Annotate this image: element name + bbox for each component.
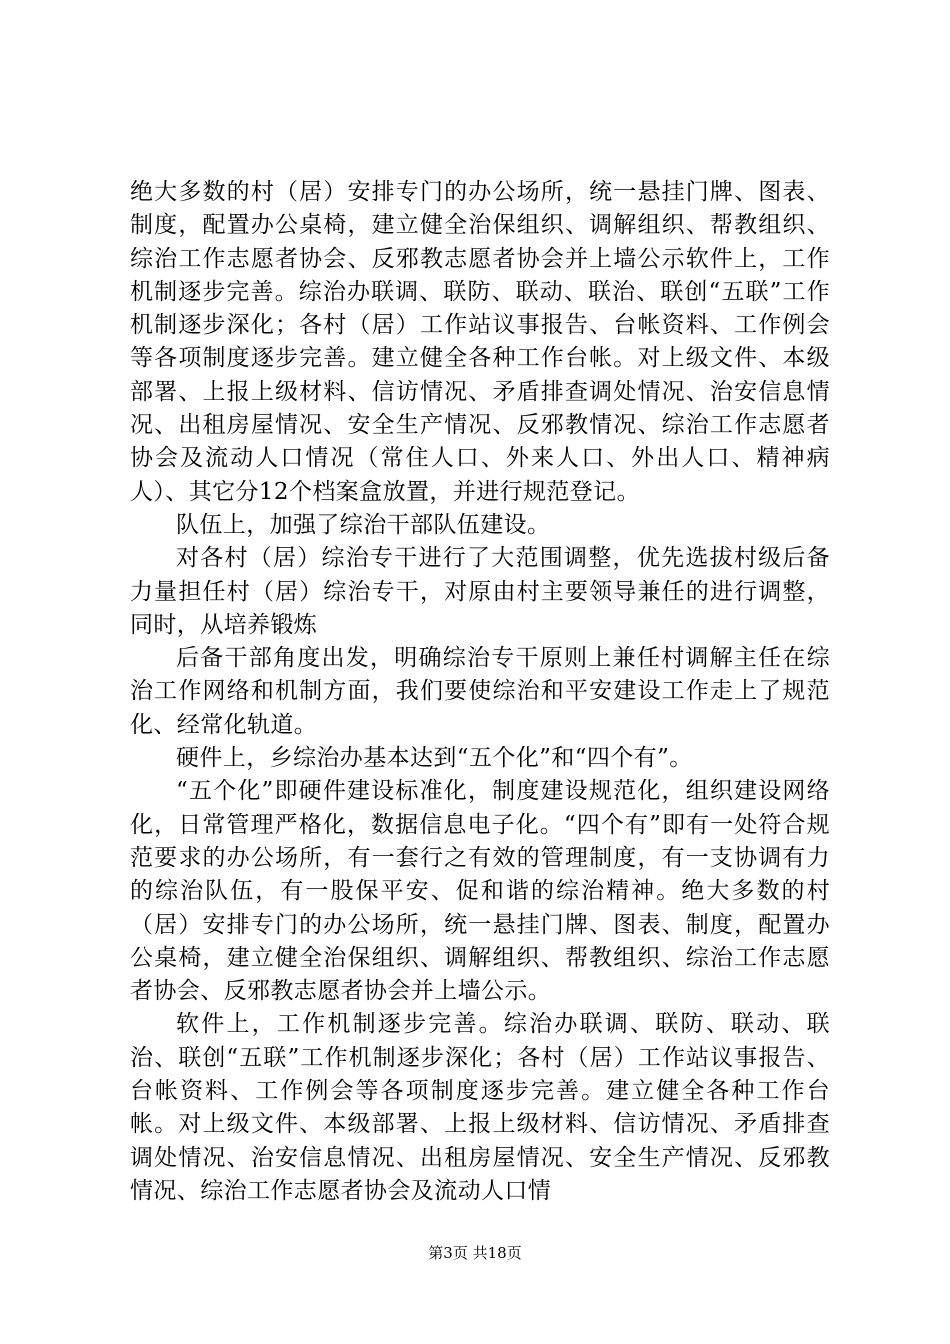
page-number-label: 第3页 共18页 xyxy=(428,1244,522,1262)
paragraph-3: 对各村（居）综治专干进行了大范围调整，优先选拔村级后备力量担任村（居）综治专干，对原由村主要领导兼任的进行调整，同时，从培养锻炼 xyxy=(130,545,830,638)
paragraph-4: 后备干部角度出发，明确综治专干原则上兼任村调解主任在综治工作网络和机制方面，我们要使综治和平安建设工作走上了规范化、经常化轨道。 xyxy=(130,645,830,738)
paragraph-2: 队伍上，加强了综治干部队伍建设。 xyxy=(176,511,551,538)
paragraph-7: 软件上，工作机制逐步完善。综治办联调、联防、联动、联治、联创“五联”工作机制逐步深化；各村（居）工作站议事报告、台帐资料、工作例会等各项制度逐步完善。建立健全各种工作台帐。对上级文件、本级部署、上报上级材料、信访情况、矛盾排查调处情况、治安信息情况、出租房屋情况、安全生产情况、反邪教情况、综治工作志愿者协会及流动人口情 xyxy=(130,1011,830,1204)
page-footer xyxy=(0,1243,950,1263)
paragraph-1: 绝大多数的村（居）安排专门的办公场所，统一悬挂门牌、图表、制度，配置办公桌椅，建立健全治保组织、调解组织、帮教组织、综治工作志愿者协会、反邪教志愿者协会并上墙公示软件上，工作机制逐步完善。综治办联调、联防、联动、联治、联创“五联”工作机制逐步深化；各村（居）工作站议事报告、台帐资料、工作例会等各项制度逐步完善。建立健全各种工作台帐。对上级文件、本级部署、上报上级材料、信访情况、矛盾排查调处情况、治安信息情况、出租房屋情况、安全生产情况、反邪教情况、综治工作志愿者协会及流动人口情况（常住人口、外来人口、外出人口、精神病人）、其它分12个档案盒放置，并进行规范登记。 xyxy=(130,179,830,505)
paragraph-5: 硬件上，乡综治办基本达到“五个化”和“四个有”。 xyxy=(176,745,693,772)
document-body xyxy=(130,176,830,1208)
paragraph-6: “五个化”即硬件建设标准化，制度建设规范化，组织建设网络化，日常管理严格化，数据信息电子化。“四个有”即有一处符合规范要求的办公场所，有一套行之有效的管理制度，有一支协调有力的综治队伍，有一股保平安、促和谐的综治精神。绝大多数的村（居）安排专门的办公场所，统一悬挂门牌、图表、制度，配置办公桌椅，建立健全治保组织、调解组织、帮教组织、综治工作志愿者协会、反邪教志愿者协会并上墙公示。 xyxy=(130,778,830,1005)
